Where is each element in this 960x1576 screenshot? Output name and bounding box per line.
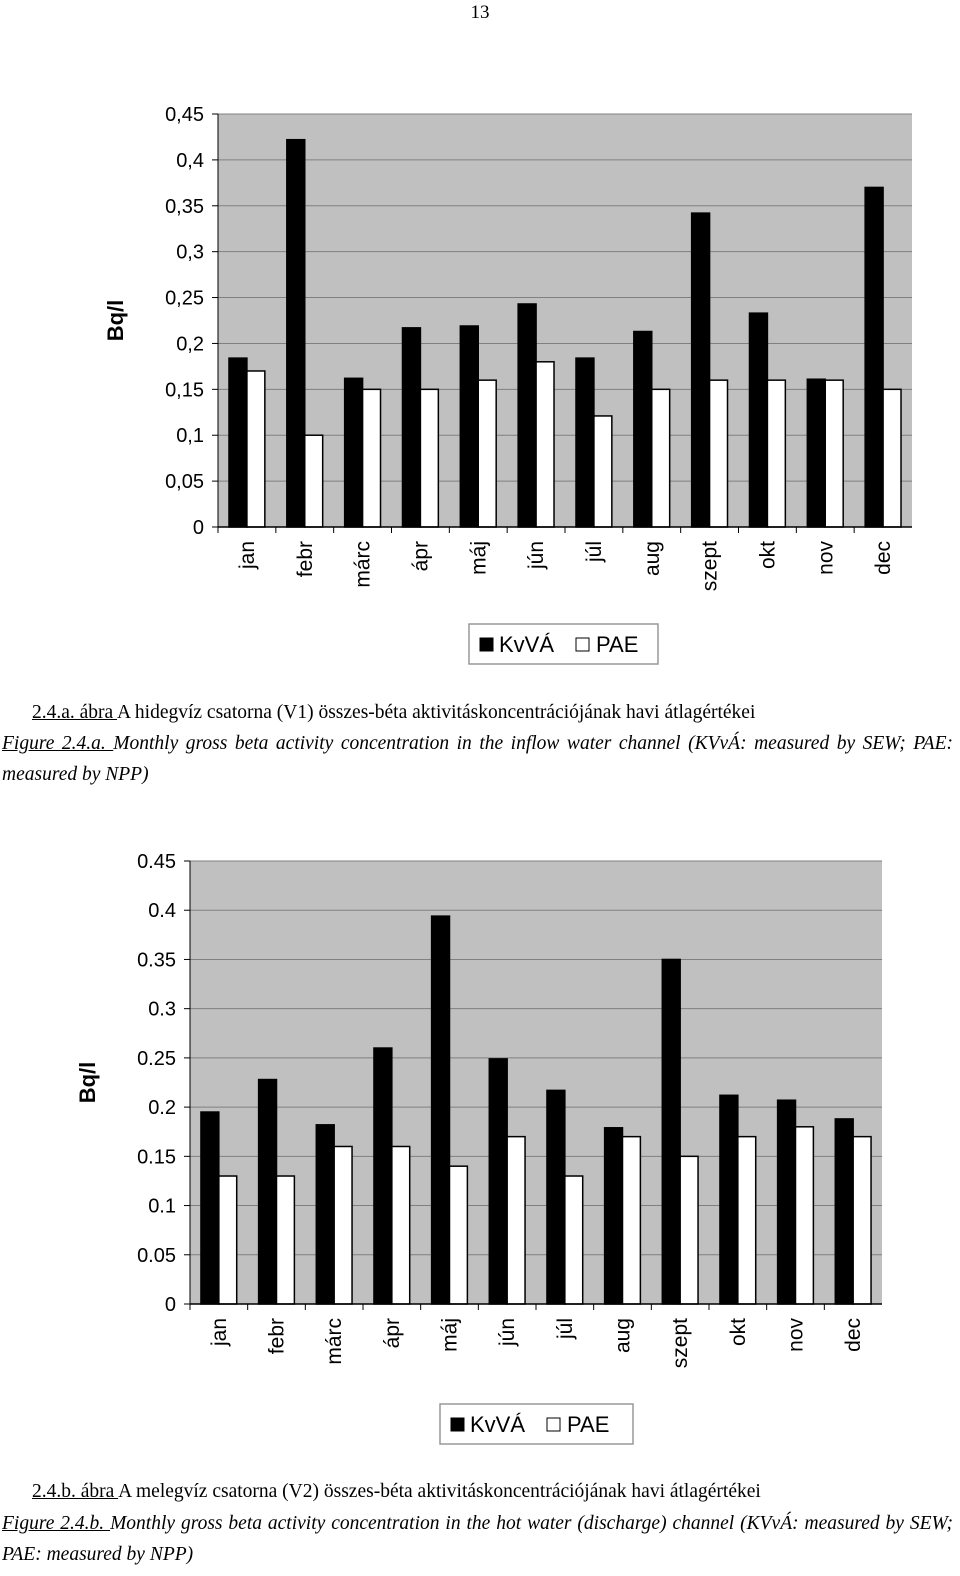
bar-kvva-10 — [807, 379, 825, 527]
bar-kvva-8 — [662, 959, 680, 1304]
y-tick-label: 0 — [192, 517, 204, 539]
bar-kvva-3 — [374, 1048, 392, 1304]
bar-kvva-9 — [720, 1095, 738, 1304]
x-tick-label: dec — [842, 1318, 866, 1352]
y-axis-title: Bq/l — [75, 1061, 100, 1104]
figure-a-caption-en — [2, 728, 953, 790]
x-tick-label: okt — [756, 541, 780, 570]
bar-kvva-11 — [835, 1119, 853, 1304]
figure-a-text-hu: A hidegvíz csatorna (V1) összes-béta aktivitáskoncentrációjának havi átlagértékei — [117, 702, 756, 723]
y-tick-label: 0.25 — [137, 1047, 176, 1070]
y-tick-label: 0,4 — [176, 149, 204, 172]
bar-pae-6 — [565, 1176, 583, 1304]
legend-label-pae: PAE — [596, 632, 639, 657]
x-tick-label: jan — [235, 541, 259, 570]
bar-pae-10 — [825, 380, 843, 527]
bar-pae-2 — [363, 389, 381, 527]
bar-pae-3 — [420, 389, 438, 527]
bar-pae-9 — [767, 380, 785, 527]
bar-pae-2 — [334, 1146, 352, 1304]
bar-kvva-1 — [259, 1080, 277, 1304]
x-tick-label: júl — [582, 541, 606, 563]
y-tick-label: 0.15 — [137, 1146, 176, 1169]
bar-kvva-5 — [518, 304, 536, 527]
y-tick-label: 0.3 — [148, 998, 176, 1021]
y-tick-label: 0,3 — [176, 241, 204, 264]
x-tick-label: jan — [207, 1318, 231, 1347]
bar-kvva-2 — [345, 378, 363, 527]
legend-swatch-pae — [576, 638, 589, 651]
bar-kvva-7 — [605, 1128, 623, 1304]
page-number: 13 — [470, 2, 490, 23]
x-tick-label: okt — [726, 1318, 750, 1347]
x-tick-label: márc — [323, 1318, 347, 1365]
bar-kvva-1 — [287, 140, 305, 527]
chart-hot-water-channel — [0, 840, 960, 1455]
x-tick-label: aug — [640, 541, 664, 577]
y-tick-label: 0,15 — [165, 379, 204, 402]
x-tick-label: júl — [553, 1318, 577, 1340]
y-tick-label: 0.05 — [137, 1244, 176, 1267]
bar-kvva-4 — [460, 326, 478, 527]
figure-a-label-en: Figure 2.4.a. — [2, 733, 114, 754]
bar-kvva-9 — [749, 313, 767, 527]
bar-kvva-6 — [576, 358, 594, 527]
figure-b-caption-hu — [32, 1476, 953, 1507]
y-tick-label: 0,25 — [165, 287, 204, 310]
y-tick-label: 0.4 — [148, 900, 176, 923]
bar-kvva-2 — [316, 1125, 334, 1304]
bar-pae-6 — [594, 416, 612, 527]
bar-pae-4 — [478, 380, 496, 527]
y-tick-label: 0.45 — [137, 851, 176, 873]
figure-a-label-hu: 2.4.a. ábra — [32, 702, 118, 723]
bar-pae-7 — [623, 1137, 641, 1304]
legend-label-pae: PAE — [567, 1412, 610, 1437]
bar-pae-3 — [392, 1146, 410, 1304]
y-tick-label: 0 — [164, 1294, 176, 1316]
figure-b-label-en: Figure 2.4.b. — [2, 1513, 111, 1534]
bar-pae-5 — [536, 362, 554, 527]
bar-pae-0 — [219, 1176, 237, 1304]
x-tick-label: márc — [351, 541, 375, 588]
bar-kvva-0 — [201, 1112, 219, 1304]
figure-a-text-en: Monthly gross beta activity concentration in the inflow water channel (KVvÁ: measured by SEW; PAE: measured by NPP) — [2, 733, 953, 785]
bar-pae-1 — [277, 1176, 295, 1304]
bar-kvva-10 — [778, 1100, 796, 1304]
y-tick-label: 0,45 — [165, 104, 204, 126]
legend-swatch-kvva — [451, 1418, 464, 1431]
bar-kvva-11 — [865, 187, 883, 527]
y-tick-label: 0.2 — [148, 1097, 176, 1120]
bar-pae-11 — [853, 1137, 871, 1304]
figure-b-text-hu: A melegvíz csatorna (V2) összes-béta aktivitáskoncentrációjának havi átlagértékei — [118, 1481, 761, 1502]
bar-pae-11 — [883, 389, 901, 527]
bar-kvva-3 — [402, 328, 420, 527]
legend-swatch-pae — [547, 1418, 560, 1431]
x-tick-label: ápr — [380, 1318, 404, 1349]
y-axis-title: Bq/l — [103, 299, 128, 342]
y-tick-label: 0.35 — [137, 949, 176, 972]
y-tick-label: 0.1 — [148, 1195, 176, 1218]
bar-pae-9 — [738, 1137, 756, 1304]
y-tick-label: 0,1 — [176, 425, 204, 448]
bar-pae-10 — [796, 1127, 814, 1304]
x-tick-label: ápr — [409, 541, 433, 572]
figure-b-caption-en — [2, 1508, 953, 1570]
x-tick-label: máj — [467, 541, 491, 575]
figure-b-label-hu: 2.4.b. ábra — [32, 1481, 119, 1502]
y-tick-label: 0,05 — [165, 471, 204, 494]
bar-kvva-5 — [489, 1059, 507, 1304]
y-tick-label: 0,2 — [176, 333, 204, 356]
legend-label-kvva: KvVÁ — [470, 1412, 526, 1437]
x-tick-label: nov — [814, 541, 838, 575]
x-tick-label: febr — [265, 1318, 289, 1355]
bar-pae-7 — [652, 389, 670, 527]
x-tick-label: aug — [611, 1318, 635, 1354]
x-tick-label: szept — [669, 1318, 693, 1369]
bar-kvva-8 — [692, 213, 710, 527]
legend — [440, 1404, 633, 1444]
bar-pae-4 — [450, 1166, 468, 1304]
x-tick-label: jún — [496, 1318, 520, 1347]
bar-pae-8 — [710, 380, 728, 527]
chart-cold-water-channel — [0, 80, 960, 670]
figure-a-caption-hu — [32, 697, 953, 728]
bar-kvva-4 — [432, 916, 450, 1304]
x-tick-label: nov — [784, 1318, 808, 1352]
bar-kvva-6 — [547, 1090, 565, 1304]
x-tick-label: dec — [872, 541, 896, 575]
legend-swatch-kvva — [480, 638, 493, 651]
bar-pae-0 — [247, 371, 265, 527]
figure-b-text-en: Monthly gross beta activity concentration in the hot water (discharge) channel (KVvÁ: measured by SEW; PAE: measured by NPP) — [2, 1513, 953, 1565]
x-tick-label: máj — [438, 1318, 462, 1352]
bar-pae-5 — [507, 1137, 525, 1304]
bar-kvva-0 — [229, 358, 247, 527]
bar-pae-1 — [305, 435, 323, 527]
y-tick-label: 0,35 — [165, 195, 204, 218]
legend — [469, 624, 658, 664]
bar-kvva-7 — [634, 332, 652, 527]
x-tick-label: szept — [698, 541, 722, 592]
x-tick-label: febr — [293, 541, 317, 578]
legend-label-kvva: KvVÁ — [499, 632, 555, 657]
bar-pae-8 — [680, 1156, 698, 1304]
x-tick-label: jún — [525, 541, 549, 570]
